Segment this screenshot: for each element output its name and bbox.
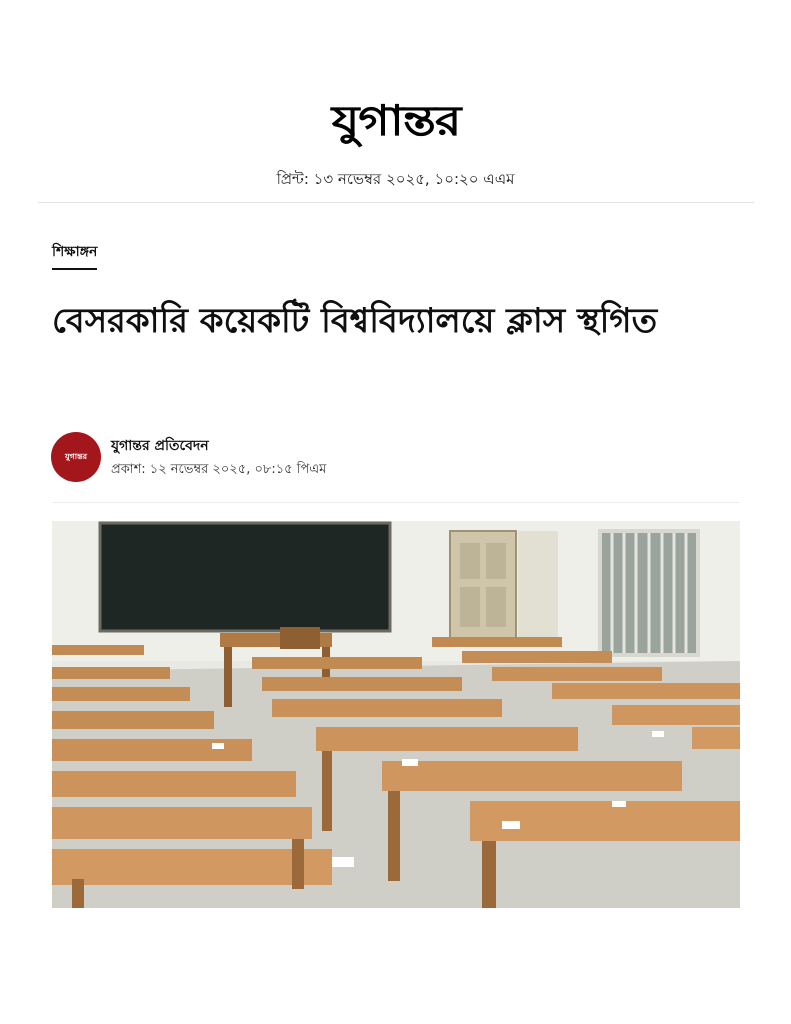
door [450,531,516,643]
byline-divider [52,502,740,503]
author-avatar [51,432,101,482]
print-date: প্রিন্ট: ১৩ নভেম্বর ২০২৫, ১০:২০ এএম [276,170,515,188]
category-link[interactable]: শিক্ষাঙ্গন [52,240,97,270]
avatar-label: যুগান্তর [64,451,88,461]
published-date: প্রকাশ: ১২ নভেম্বর ২০২৫, ০৮:১৫ পিএম [111,462,327,477]
article-headline: বেসরকারি কয়েকটি বিশ্ববিদ্যালয়ে ক্লাস স্থগিত [52,301,658,341]
header-divider [38,202,754,203]
article-photo [52,521,740,908]
blackboard [100,523,390,631]
masthead [0,96,791,145]
author-name: যুগান্তর প্রতিবেদন [111,438,209,454]
site-logo[interactable]: যুগান্তর [331,96,460,145]
